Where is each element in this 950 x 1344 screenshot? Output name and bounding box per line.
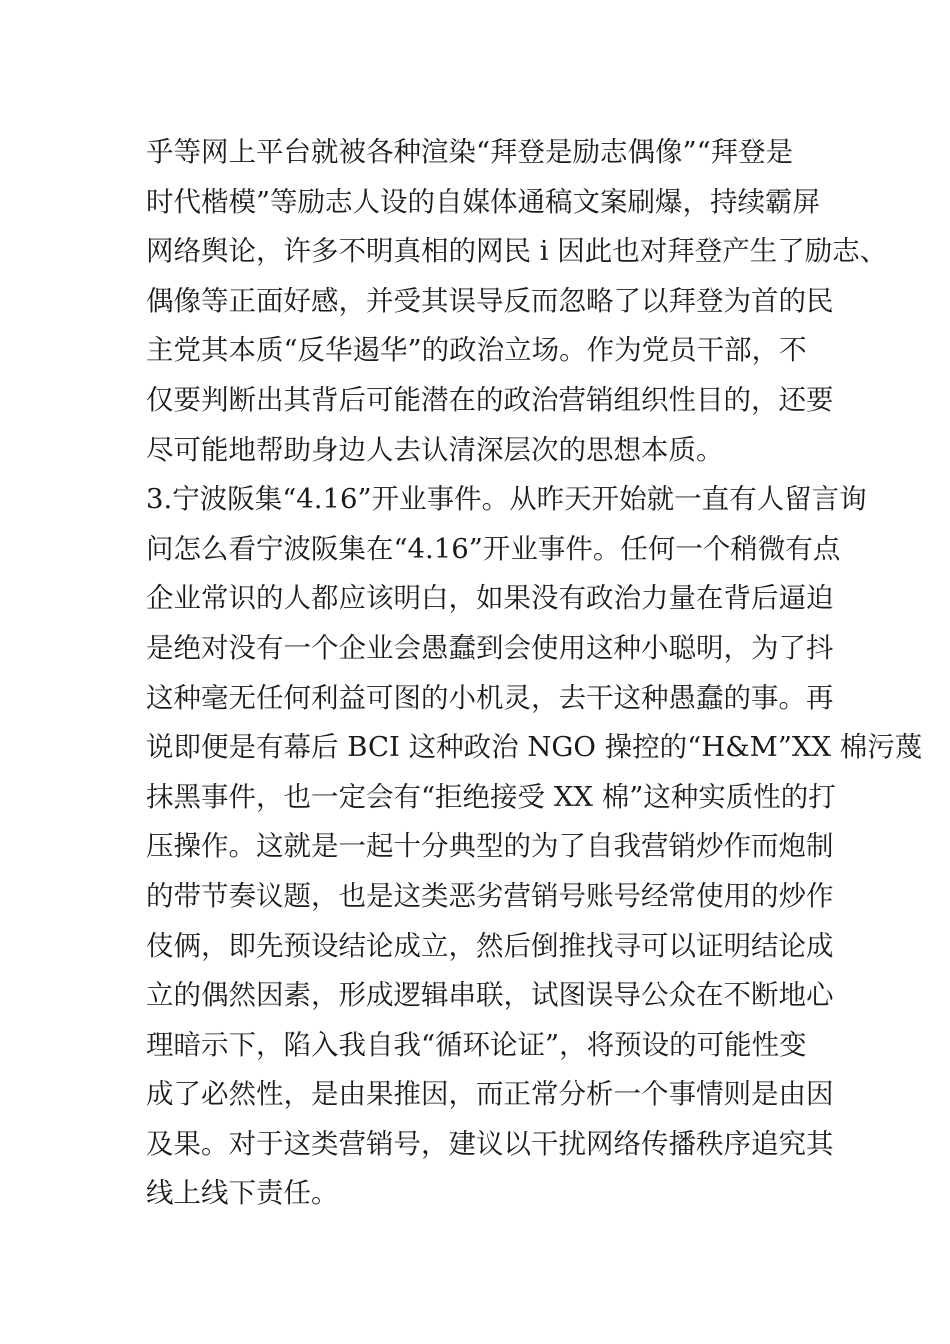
text-line: 压操作。这就是一起十分典型的为了自我营销炒作而炮制 bbox=[146, 830, 834, 863]
text-line: 立的偶然因素，形成逻辑串联，试图误导公众在不断地心 bbox=[146, 979, 834, 1012]
text-line: 主党其本质“反华遏华”的政治立场。作为党员干部，不 bbox=[146, 334, 807, 367]
text-line: 的带节奏议题，也是这类恶劣营销号账号经常使用的炒作 bbox=[146, 879, 834, 912]
text-line: 问怎么看宁波阪集在“4.16”开业事件。任何一个稍微有点 bbox=[146, 532, 841, 565]
text-line: 抹黑事件，也一定会有“拒绝接受 XX 棉”这种实质性的打 bbox=[146, 780, 836, 813]
text-line: 成了必然性，是由果推因，而正常分析一个事情则是由因 bbox=[146, 1078, 834, 1111]
text-line: 说即便是有幕后 BCI 这种政治 NGO 操控的“H&M”XX 棉污蔑 bbox=[146, 731, 923, 764]
text-line: 是绝对没有一个企业会愚蠢到会使用这种小聪明，为了抖 bbox=[146, 631, 834, 664]
body-text bbox=[146, 128, 923, 1219]
text-line: 伎俩，即先预设结论成立，然后倒推找寻可以证明结论成 bbox=[146, 929, 834, 962]
text-line: 尽可能地帮助身边人去认清深层次的思想本质。 bbox=[146, 433, 724, 466]
text-line: 理暗示下，陷入我自我“循环论证”，将预设的可能性变 bbox=[146, 1028, 807, 1061]
text-line: 乎等网上平台就被各种渲染“拜登是励志偶像”“拜登是 bbox=[146, 136, 794, 168]
text-line: 网络舆论，许多不明真相的网民 i 因此也对拜登产生了励志、 bbox=[146, 235, 888, 268]
text-line: 企业常识的人都应该明白，如果没有政治力量在背后逼迫 bbox=[146, 582, 834, 615]
text-line: 时代楷模”等励志人设的自媒体通稿文案刷爆，持续霸屏 bbox=[146, 185, 821, 218]
text-line: 这种毫无任何利益可图的小机灵，去干这种愚蠢的事。再 bbox=[146, 681, 834, 714]
text-line: 仅要判断出其背后可能潜在的政治营销组织性目的，还要 bbox=[146, 383, 834, 416]
text-line: 偶像等正面好感，并受其误导反而忽略了以拜登为首的民 bbox=[146, 284, 834, 317]
text-line: 线上线下责任。 bbox=[146, 1177, 339, 1210]
text-line: 及果。对于这类营销号，建议以干扰网络传播秩序追究其 bbox=[146, 1127, 834, 1160]
text-line: 3.宁波阪集“4.16”开业事件。从昨天开始就一直有人留言询 bbox=[146, 483, 867, 516]
